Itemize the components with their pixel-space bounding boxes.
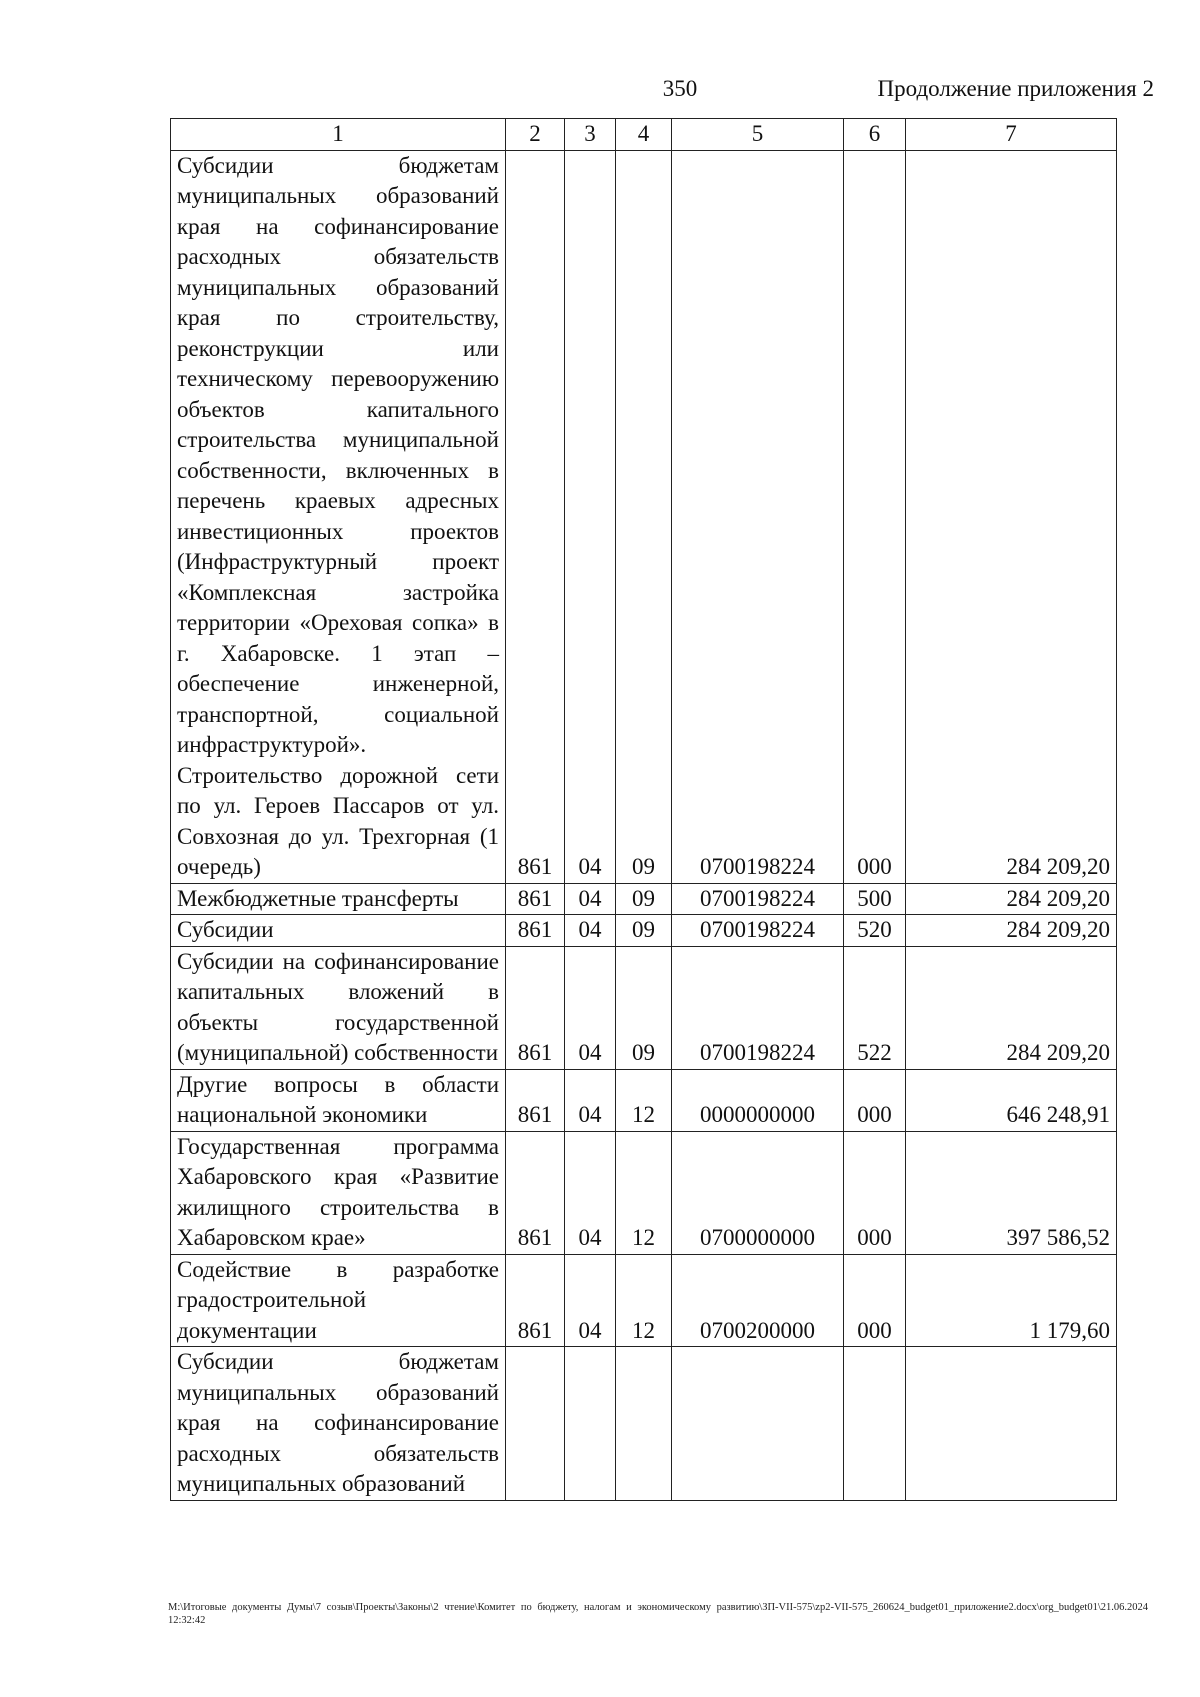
expense-type-code bbox=[844, 1347, 906, 1501]
expense-name: Субсидии бюджетам муниципальных образований края на софинансирование расходных обязательств муниципальных образований bbox=[171, 1347, 506, 1501]
ministry-code: 861 bbox=[506, 1131, 565, 1254]
document-path-footer: M:\Итоговые документы Думы\7 созыв\Проекты\Законы\2 чтение\Комитет по бюджету, налогам и экономическому развитию\ЗП-VII-575\zp2-VII-575_260624_budget01_приложение2.docx\org_budget01\21.06.2024 12:32:42 bbox=[168, 1602, 1148, 1626]
amount: 284 209,20 bbox=[906, 150, 1117, 883]
target-article-code: 0700200000 bbox=[672, 1254, 844, 1347]
table-row bbox=[171, 150, 1117, 883]
column-header: 3 bbox=[565, 119, 616, 151]
expense-type-code: 000 bbox=[844, 1254, 906, 1347]
expense-name: Межбюджетные трансферты bbox=[171, 883, 506, 915]
target-article-code: 0000000000 bbox=[672, 1069, 844, 1131]
column-header: 2 bbox=[506, 119, 565, 151]
column-header: 7 bbox=[906, 119, 1117, 151]
expense-name: Субсидии bbox=[171, 915, 506, 947]
amount: 1 179,60 bbox=[906, 1254, 1117, 1347]
expense-type-code: 522 bbox=[844, 946, 906, 1069]
amount: 397 586,52 bbox=[906, 1131, 1117, 1254]
subsection-code: 09 bbox=[616, 883, 672, 915]
table-row bbox=[171, 946, 1117, 1069]
expense-name: Государственная программа Хабаровского края «Развитие жилищного строительства в Хабаровском крае» bbox=[171, 1131, 506, 1254]
table-row bbox=[171, 1131, 1117, 1254]
table-row bbox=[171, 1069, 1117, 1131]
table-row bbox=[171, 915, 1117, 947]
expense-type-code: 520 bbox=[844, 915, 906, 947]
expense-type-code: 000 bbox=[844, 1069, 906, 1131]
ministry-code: 861 bbox=[506, 883, 565, 915]
table-row bbox=[171, 883, 1117, 915]
continuation-label: Продолжение приложения 2 bbox=[877, 76, 1154, 101]
column-number-row bbox=[171, 119, 1117, 151]
subsection-code: 12 bbox=[616, 1254, 672, 1347]
column-header: 1 bbox=[171, 119, 506, 151]
subsection-code: 09 bbox=[616, 946, 672, 1069]
ministry-code: 861 bbox=[506, 946, 565, 1069]
amount: 646 248,91 bbox=[906, 1069, 1117, 1131]
section-code: 04 bbox=[565, 1131, 616, 1254]
column-header: 6 bbox=[844, 119, 906, 151]
amount: 284 209,20 bbox=[906, 946, 1117, 1069]
ministry-code: 861 bbox=[506, 1254, 565, 1347]
budget-table bbox=[170, 118, 1117, 1501]
section-code: 04 bbox=[565, 883, 616, 915]
expense-name: Содействие в разработке градостроительной документации bbox=[171, 1254, 506, 1347]
ministry-code bbox=[506, 1347, 565, 1501]
subsection-code bbox=[616, 1347, 672, 1501]
expense-name: Субсидии бюджетам муниципальных образований края на софинансирование расходных обязательств муниципальных образований края по строительству, реконструкции или техническому перевооружению объектов капитального строительства муниципальной собственности, включенных в перечень краевых адресных инвестиционных проектов (Инфраструктурный проект «Комплексная застройка территории «Ореховая сопка» в г. Хабаровске. 1 этап – обеспечение инженерной, транспортной, социальной инфраструктурой». Строительство дорожной сети по ул. Героев Пассаров от ул. Совхозная до ул. Трехгорная (1 очередь) bbox=[171, 150, 506, 883]
expense-name: Другие вопросы в области национальной экономики bbox=[171, 1069, 506, 1131]
expense-type-code: 000 bbox=[844, 1131, 906, 1254]
target-article-code: 0700198224 bbox=[672, 883, 844, 915]
section-code bbox=[565, 1347, 616, 1501]
target-article-code: 0700198224 bbox=[672, 946, 844, 1069]
target-article-code: 0700000000 bbox=[672, 1131, 844, 1254]
column-header: 4 bbox=[616, 119, 672, 151]
expense-type-code: 000 bbox=[844, 150, 906, 883]
section-code: 04 bbox=[565, 1254, 616, 1347]
amount bbox=[906, 1347, 1117, 1501]
amount: 284 209,20 bbox=[906, 915, 1117, 947]
page-number: 350 bbox=[662, 76, 698, 101]
column-header: 5 bbox=[672, 119, 844, 151]
subsection-code: 12 bbox=[616, 1069, 672, 1131]
target-article-code: 0700198224 bbox=[672, 915, 844, 947]
target-article-code: 0700198224 bbox=[672, 150, 844, 883]
table-row bbox=[171, 1347, 1117, 1501]
ministry-code: 861 bbox=[506, 915, 565, 947]
expense-type-code: 500 bbox=[844, 883, 906, 915]
section-code: 04 bbox=[565, 1069, 616, 1131]
ministry-code: 861 bbox=[506, 150, 565, 883]
ministry-code: 861 bbox=[506, 1069, 565, 1131]
section-code: 04 bbox=[565, 946, 616, 1069]
subsection-code: 09 bbox=[616, 915, 672, 947]
table-row bbox=[171, 1254, 1117, 1347]
expense-name: Субсидии на софинансирование капитальных вложений в объекты государственной (муниципальной) собственности bbox=[171, 946, 506, 1069]
target-article-code bbox=[672, 1347, 844, 1501]
subsection-code: 09 bbox=[616, 150, 672, 883]
amount: 284 209,20 bbox=[906, 883, 1117, 915]
section-code: 04 bbox=[565, 915, 616, 947]
section-code: 04 bbox=[565, 150, 616, 883]
subsection-code: 12 bbox=[616, 1131, 672, 1254]
